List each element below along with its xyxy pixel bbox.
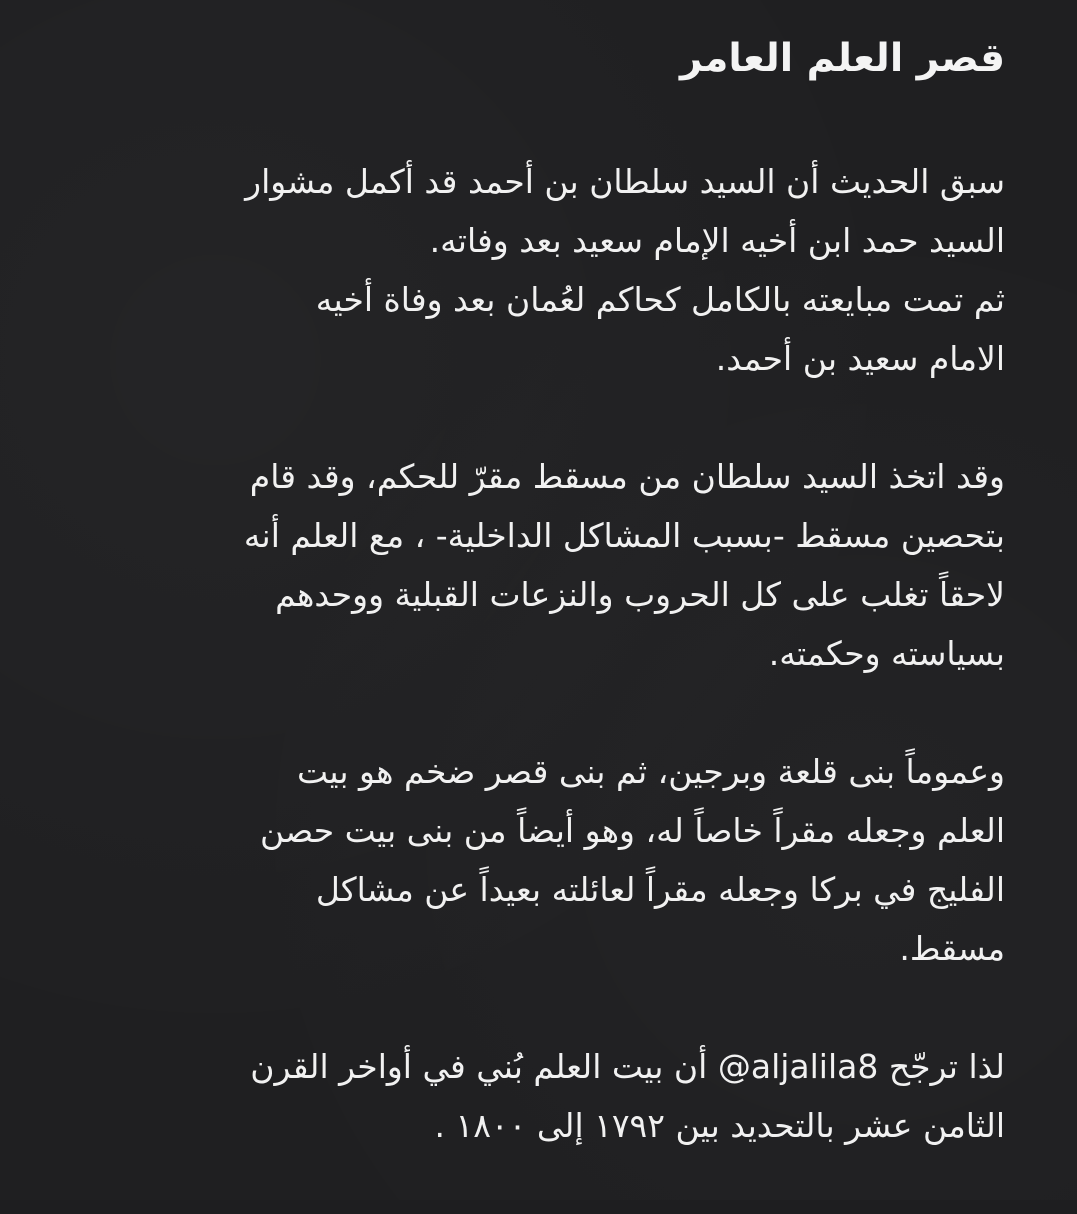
paragraph-line	[60, 1037, 1005, 1096]
paragraph-line: السيد حمد ابن أخيه الإمام سعيد بعد وفاته.	[429, 221, 1005, 260]
paragraph-1	[60, 152, 1005, 388]
paragraph-line: الفليج في بركا وجعله مقراً لعائلته بعيداً عن مشاكل	[315, 870, 1005, 909]
line-text-after-mention: أن بيت العلم بُني في أواخر القرن	[250, 1047, 708, 1086]
paragraph-line: وقد اتخذ السيد سلطان من مسقط مقرّ للحكم، وقد قام	[249, 457, 1005, 496]
note-body	[60, 22, 1005, 1214]
paragraph-line: وعموماً بنى قلعة وبرجين، ثم بنى قصر ضخم هو بيت	[297, 752, 1005, 791]
paragraph-2	[60, 447, 1005, 683]
paragraph-line: الثامن عشر بالتحديد بين ١٧٩٢ إلى ١٨٠٠ .	[434, 1106, 1005, 1145]
paragraph-4	[60, 1037, 1005, 1155]
paragraph-line: الامام سعيد بن أحمد.	[715, 339, 1005, 378]
paragraph-line: مسقط.	[899, 929, 1005, 968]
paragraph-line: بسياسته وحكمته.	[768, 634, 1005, 673]
paragraph-line: ثم تمت مبايعته بالكامل كحاكم لعُمان بعد وفاة أخيه	[315, 280, 1005, 319]
paragraph-line: لاحقاً تغلب على كل الحروب والنزعات القبلية ووحدهم	[275, 575, 1005, 614]
note-title: قصر العلم العامر	[680, 36, 1005, 81]
paragraph-line: بتحصين مسقط -بسبب المشاكل الداخلية- ، مع العلم أنه	[243, 516, 1005, 555]
paragraph-3	[60, 742, 1005, 978]
paragraph-line: سبق الحديث أن السيد سلطان بن أحمد قد أكمل مشوار	[245, 162, 1005, 201]
user-mention-link[interactable]: @aljalila8	[717, 1047, 879, 1086]
line-text-before-mention: لذا ترجّح	[888, 1047, 1005, 1086]
paragraph-line: العلم وجعله مقراً خاصاً له، وهو أيضاً من بنى بيت حصن	[259, 811, 1005, 850]
